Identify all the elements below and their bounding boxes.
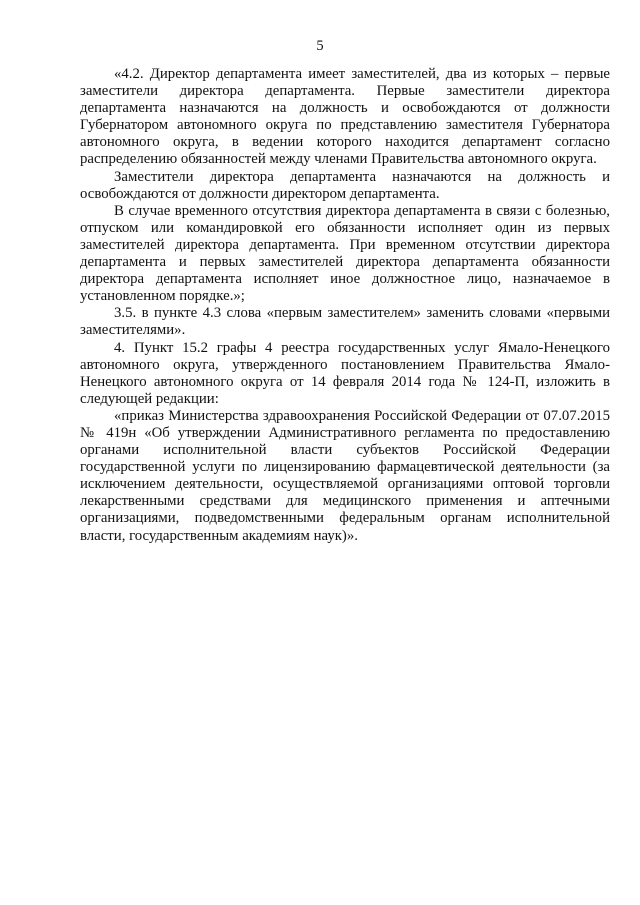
paragraph-4-registry-amendment: 4. Пункт 15.2 графы 4 реестра государственных услуг Ямало-Ненецкого автономного округа, утвержденного постановлением Правительства Ямало-Ненецкого автономного округа от 14 февраля 2014 года № 124-П, изложить в следующей редакции: (80, 339, 610, 407)
paragraph-3-5-amendment: 3.5. в пункте 4.3 слова «первым заместителем» заменить словами «первыми заместителями». (80, 305, 610, 339)
document-body (80, 66, 610, 545)
paragraph-4-2-director-deputies: «4.2. Директор департамента имеет заместителей, два из которых – первые заместители директора департамента. Первые заместители директора департамента назначаются на должность и освобождаются от должности Губернатором автономного округа по представлению заместителя Губернатора автономного округа, в ведении которого находится департамент согласно распределению обязанностей между членами Правительства автономного округа. (80, 66, 610, 168)
paragraph-temporary-absence: В случае временного отсутствия директора департамента в связи с болезнью, отпуском или командировкой его обязанности исполняет один из первых заместителей директора департамента. При временном отсутствии директора департамента и первых заместителей директора департамента обязанности директора департамента исполняет иное должностное лицо, назначаемое в установленном порядке.»; (80, 202, 610, 305)
paragraph-order-419n: «приказ Министерства здравоохранения Российской Федерации от 07.07.2015 № 419н «Об утверждении Административного регламента по предоставлению органами исполнительной власти субъектов Российской Федерации государственной услуги по лицензированию фармацевтической деятельности (за исключением деятельности, осуществляемой организациями оптовой торговли лекарственными средствами для медицинского применения и аптечными организациями, подведомственными федеральным органам исполнительной власти, государственным академиям наук)». (80, 407, 610, 544)
paragraph-deputies-appointment: Заместители директора департамента назначаются на должность и освобождаются от должности директором департамента. (80, 168, 610, 202)
page-number: 5 (316, 38, 324, 54)
